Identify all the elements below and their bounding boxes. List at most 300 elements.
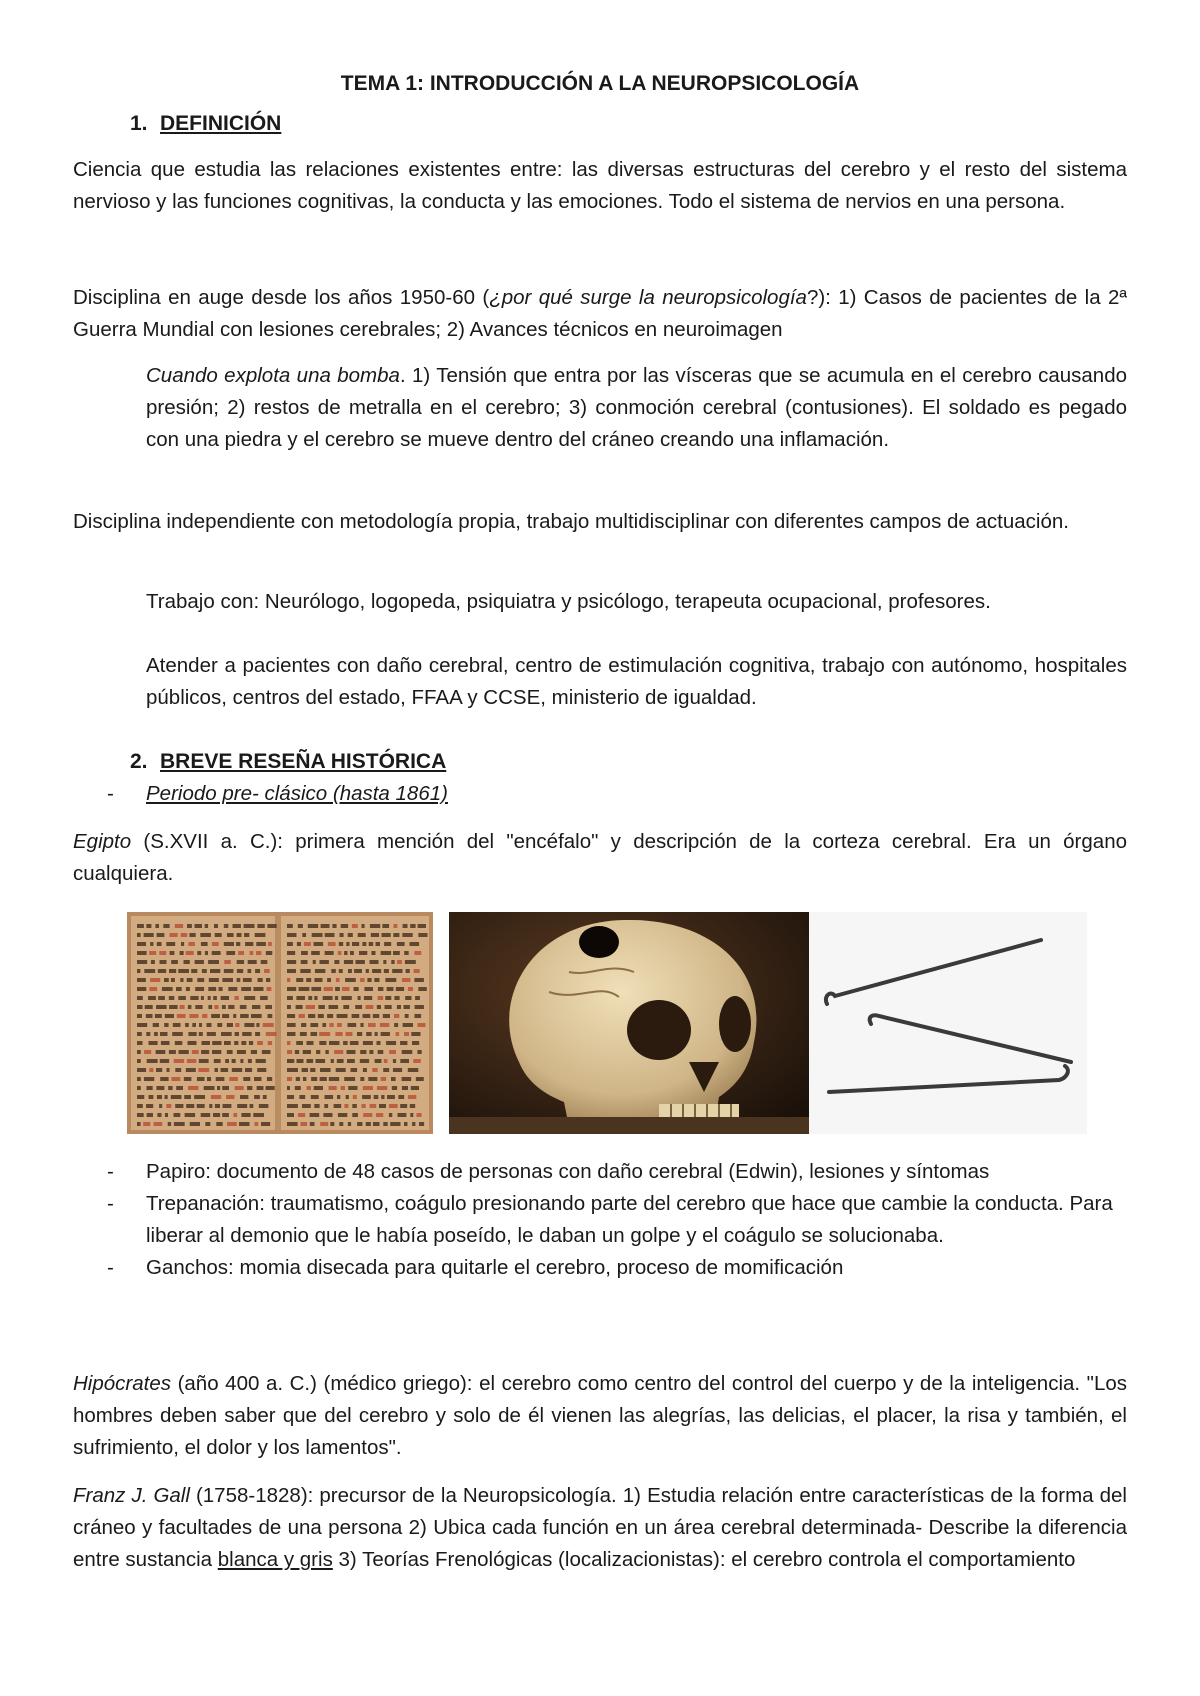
hieroglyph-mark (299, 1095, 305, 1099)
hieroglyph-mark (373, 1014, 380, 1018)
hieroglyph-mark (298, 924, 303, 928)
list-item (73, 1188, 1127, 1252)
hieroglyph-mark (167, 1068, 170, 1072)
hieroglyph-mark (311, 1032, 318, 1036)
hieroglyph-mark (307, 1086, 311, 1090)
hieroglyph-mark (154, 1032, 158, 1036)
hieroglyph-mark (358, 933, 366, 937)
hieroglyph-mark (244, 933, 249, 937)
hieroglyph-mark (396, 1032, 400, 1036)
hieroglyph-mark (217, 1023, 222, 1027)
hieroglyph-mark (180, 1005, 185, 1009)
hieroglyph-mark (137, 951, 147, 955)
hieroglyph-mark (266, 978, 270, 982)
hieroglyph-mark (190, 996, 198, 1000)
hieroglyph-mark (299, 1014, 305, 1018)
hieroglyph-mark (241, 1041, 246, 1045)
hieroglyph-mark (244, 924, 255, 928)
hieroglyph-mark (336, 978, 340, 982)
hieroglyph-mark (171, 1077, 180, 1081)
hieroglyph-mark (251, 1014, 262, 1018)
section-label: BREVE RESEÑA HISTÓRICA (160, 750, 447, 773)
hieroglyph-mark (312, 933, 323, 937)
hieroglyph-mark (400, 1104, 407, 1108)
hieroglyph-mark (266, 1086, 275, 1090)
hieroglyph-mark (287, 1113, 294, 1117)
hieroglyph-mark (214, 1005, 218, 1009)
hieroglyph-mark (335, 996, 338, 1000)
hieroglyph-mark (306, 1005, 315, 1009)
hieroglyph-mark (214, 1059, 221, 1063)
hieroglyph-mark (346, 1095, 349, 1099)
hieroglyph-mark (245, 942, 253, 946)
hieroglyph-mark (360, 1059, 369, 1063)
hieroglyph-mark (360, 1050, 366, 1054)
hieroglyph-mark (256, 1023, 259, 1027)
hieroglyph-mark (318, 1005, 325, 1009)
hieroglyph-mark (232, 1068, 242, 1072)
hieroglyph-mark (383, 1014, 390, 1018)
hieroglyph-mark (143, 1122, 150, 1126)
hieroglyph-mark (247, 1086, 252, 1090)
hieroglyph-mark (322, 1023, 326, 1027)
hieroglyph-mark (187, 978, 193, 982)
hieroglyph-mark (362, 942, 366, 946)
hieroglyph-mark (137, 1077, 141, 1081)
hieroglyph-mark (266, 1032, 277, 1036)
hieroglyph-mark (394, 924, 398, 928)
hieroglyph-mark (314, 996, 317, 1000)
hieroglyph-mark (406, 969, 410, 973)
hieroglyph-mark (314, 978, 322, 982)
hieroglyph-mark (212, 1050, 221, 1054)
hieroglyph-mark (410, 924, 415, 928)
hieroglyph-mark (382, 933, 391, 937)
hieroglyph-mark (304, 942, 311, 946)
hieroglyph-mark (146, 1032, 150, 1036)
hieroglyph-mark (327, 1014, 333, 1018)
hipocrates-emphasis: Hipócrates (73, 1372, 171, 1395)
work-with-paragraph: Trabajo con: Neurólogo, logopeda, psiquiatra y psicólogo, terapeuta ocupacional, profesores. (146, 590, 991, 613)
dash-marker: - (107, 1256, 114, 1279)
dash-marker: - (107, 1160, 114, 1183)
papiro-item: Papiro: documento de 48 casos de personas con daño cerebral (Edwin), lesiones y síntomas (146, 1160, 990, 1183)
hieroglyph-mark (175, 1041, 183, 1045)
hieroglyph-mark (149, 1095, 154, 1099)
hieroglyph-mark (301, 1122, 308, 1126)
hieroglyph-mark (169, 1050, 176, 1054)
hieroglyph-mark (404, 951, 409, 955)
hieroglyph-mark (221, 1068, 229, 1072)
hieroglyph-mark (146, 1014, 153, 1018)
hieroglyph-mark (137, 987, 146, 991)
hieroglyph-mark (202, 1014, 207, 1018)
hieroglyph-mark (165, 1014, 174, 1018)
bomb-emphasis: Cuando explota una bomba (146, 364, 400, 387)
hieroglyph-mark (224, 924, 229, 928)
hieroglyph-mark (391, 960, 394, 964)
hieroglyph-mark (192, 1023, 196, 1027)
page-title: TEMA 1: INTRODUCCIÓN A LA NEUROPSICOLOGÍA (340, 72, 860, 95)
hieroglyph-mark (186, 1068, 196, 1072)
hieroglyph-mark (229, 1077, 238, 1081)
hieroglyph-mark (151, 960, 155, 964)
hieroglyph-mark (185, 1113, 196, 1117)
hieroglyph-mark (415, 1005, 424, 1009)
hieroglyph-mark (137, 1041, 143, 1045)
hieroglyph-mark (324, 1104, 328, 1108)
hieroglyph-mark (319, 1041, 326, 1045)
hieroglyph-mark (164, 978, 169, 982)
hieroglyph-mark (300, 969, 310, 973)
hieroglyph-mark (224, 960, 231, 964)
hieroglyph-mark (257, 1086, 264, 1090)
hieroglyph-mark (343, 1041, 348, 1045)
hieroglyph-mark (397, 1005, 401, 1009)
hieroglyph-mark (387, 1095, 395, 1099)
hieroglyph-mark (144, 1077, 154, 1081)
hieroglyph-mark (212, 1041, 221, 1045)
hieroglyph-mark (166, 942, 175, 946)
hieroglyph-mark (366, 1032, 372, 1036)
hooks-illustration (809, 912, 1087, 1134)
hieroglyph-mark (262, 1050, 271, 1054)
hieroglyph-mark (354, 987, 359, 991)
hieroglyph-mark (343, 1005, 349, 1009)
hieroglyph-mark (287, 1095, 294, 1099)
hieroglyph-mark (351, 1068, 358, 1072)
hipocrates-paragraph: Hipócrates (año 400 a. C.) (médico griego): el cerebro como centro del control del cuerpo y de la inteligencia. "Los hombres deben saber que del cerebro y solo de él vienen las alegrías, las delicias, el placer, la risa y también, el sufrimiento, el dolor y los lamentos". (73, 1372, 1127, 1459)
hieroglyph-mark (418, 987, 427, 991)
hieroglyph-mark (311, 951, 320, 955)
hieroglyph-mark (188, 1032, 196, 1036)
hieroglyph-mark (199, 1059, 209, 1063)
hieroglyph-mark (394, 1023, 398, 1027)
hieroglyph-mark (414, 969, 420, 973)
hieroglyph-mark (389, 1113, 392, 1117)
hieroglyph-mark (268, 1041, 272, 1045)
hieroglyph-mark (215, 1104, 220, 1108)
hieroglyph-mark (156, 1068, 162, 1072)
hieroglyph-mark (162, 987, 173, 991)
hieroglyph-mark (328, 942, 336, 946)
blanca-gris-underline: blanca y gris (217, 1548, 333, 1571)
hieroglyph-mark (341, 1086, 345, 1090)
hieroglyph-mark (348, 1122, 351, 1126)
hieroglyph-mark (299, 987, 310, 991)
hieroglyph-mark (159, 1104, 162, 1108)
hieroglyph-mark (308, 1014, 315, 1018)
hieroglyph-mark (296, 1041, 303, 1045)
hieroglyph-mark (261, 960, 268, 964)
hieroglyph-mark (257, 924, 264, 928)
hieroglyph-mark (239, 1122, 250, 1126)
hieroglyph-mark (405, 996, 411, 1000)
hieroglyph-mark (267, 924, 276, 928)
hieroglyph-mark (215, 1068, 219, 1072)
hieroglyph-mark (179, 1050, 189, 1054)
hieroglyph-mark (337, 1023, 342, 1027)
hieroglyph-mark (188, 942, 195, 946)
hieroglyph-mark (374, 978, 379, 982)
hieroglyph-mark (144, 933, 154, 937)
hieroglyph-mark (287, 1023, 296, 1027)
hieroglyph-mark (208, 960, 219, 964)
definition-paragraph: Ciencia que estudia las relaciones existentes entre: las diversas estructuras del cerebro y el resto del sistema nervioso y las funciones cognitivas, la conducta y las emociones. Todo el sistema de nervios en una persona. (73, 158, 1127, 213)
hieroglyph-mark (378, 996, 384, 1000)
hieroglyph-mark (296, 978, 303, 982)
hieroglyph-mark (397, 942, 405, 946)
period-item (73, 778, 1127, 810)
hieroglyph-mark (325, 951, 334, 955)
hieroglyph-mark (325, 933, 335, 937)
hieroglyph-mark (235, 1023, 239, 1027)
hieroglyph-mark (149, 1041, 158, 1045)
hieroglyph-mark (324, 987, 333, 991)
hieroglyph-mark (175, 924, 183, 928)
hieroglyph-mark (169, 969, 176, 973)
hieroglyph-mark (327, 978, 331, 982)
hieroglyph-mark (240, 1014, 249, 1018)
hieroglyph-mark (249, 1041, 253, 1045)
hieroglyph-mark (314, 1104, 319, 1108)
hieroglyph-mark (137, 1032, 142, 1036)
hieroglyph-mark (378, 1050, 384, 1054)
hieroglyph-mark (207, 1023, 212, 1027)
hieroglyph-mark (197, 1077, 205, 1081)
hieroglyph-mark (403, 924, 408, 928)
hieroglyph-mark (400, 1041, 407, 1045)
hieroglyph-mark (408, 987, 413, 991)
hieroglyph-mark (149, 987, 157, 991)
hieroglyph-mark (186, 951, 194, 955)
hieroglyph-mark (306, 978, 311, 982)
hieroglyph-mark (213, 996, 217, 1000)
hieroglyph-mark (189, 933, 195, 937)
hieroglyph-mark (370, 960, 379, 964)
hieroglyph-mark (405, 1014, 409, 1018)
hieroglyph-mark (210, 969, 220, 973)
hieroglyph-mark (178, 969, 189, 973)
hieroglyph-mark (352, 1014, 360, 1018)
hieroglyph-mark (216, 1077, 225, 1081)
hieroglyph-mark (255, 1032, 260, 1036)
hieroglyph-mark (157, 933, 165, 937)
hieroglyph-mark (207, 1077, 211, 1081)
hieroglyph-mark (363, 1068, 367, 1072)
hieroglyph-mark (189, 1014, 198, 1018)
hieroglyph-mark (314, 942, 324, 946)
hieroglyph-mark (414, 978, 424, 982)
hieroglyph-mark (373, 1122, 380, 1126)
hieroglyph-mark (368, 1077, 377, 1081)
hieroglyph-mark (377, 1041, 381, 1045)
hieroglyph-mark (205, 951, 208, 955)
hieroglyph-mark (296, 996, 305, 1000)
hieroglyph-mark (360, 978, 365, 982)
hieroglyph-mark (160, 1059, 169, 1063)
hieroglyph-mark (287, 1068, 298, 1072)
hieroglyph-mark (393, 951, 400, 955)
hieroglyph-mark (337, 1059, 344, 1063)
hieroglyph-mark (408, 1095, 416, 1099)
hieroglyph-mark (403, 1023, 413, 1027)
hieroglyph-mark (296, 1005, 303, 1009)
hieroglyph-mark (221, 996, 229, 1000)
hieroglyph-mark (156, 1086, 164, 1090)
hieroglyph-mark (268, 1014, 273, 1018)
hieroglyph-mark (352, 1104, 357, 1108)
hieroglyph-mark (287, 996, 293, 1000)
hieroglyph-mark (234, 1113, 238, 1117)
hieroglyph-mark (212, 951, 221, 955)
hieroglyph-mark (310, 1113, 320, 1117)
dash-marker: - (107, 782, 114, 805)
hieroglyph-mark (320, 1122, 328, 1126)
hieroglyph-mark (160, 960, 167, 964)
hieroglyph-mark (393, 933, 399, 937)
hieroglyph-mark (257, 1068, 266, 1072)
hieroglyph-mark (250, 951, 254, 955)
hieroglyph-mark (287, 978, 290, 982)
hieroglyph-mark (208, 996, 211, 1000)
hieroglyph-mark (287, 951, 295, 955)
hieroglyph-mark (413, 1059, 421, 1063)
hieroglyph-mark (316, 1059, 326, 1063)
hieroglyph-mark (153, 1023, 159, 1027)
hieroglyph-mark (381, 951, 392, 955)
papyrus-illustration (127, 912, 433, 1134)
hieroglyph-mark (363, 1113, 372, 1117)
hieroglyph-mark (287, 960, 296, 964)
hieroglyph-mark (178, 996, 186, 1000)
hieroglyph-mark (287, 1104, 298, 1108)
list-item (73, 1252, 1127, 1284)
hieroglyph-mark (348, 969, 352, 973)
hieroglyph-mark (287, 1014, 295, 1018)
hieroglyph-mark (207, 1032, 216, 1036)
hieroglyph-mark (393, 1068, 402, 1072)
hieroglyph-mark (255, 1122, 259, 1126)
hieroglyph-mark (150, 978, 160, 982)
section-number: 2. (130, 750, 148, 773)
hieroglyph-mark (137, 978, 146, 982)
hieroglyph-mark (417, 1023, 425, 1027)
hieroglyph-mark (219, 987, 223, 991)
hieroglyph-mark (402, 1077, 412, 1081)
hieroglyph-mark (250, 1104, 254, 1108)
trepanacion-item: Trepanación: traumatismo, coágulo presionando parte del cerebro que hace que cambie la conducta. Para liberar al demonio que le había poseído, le daban un golpe y el coágulo se solucionaba. (146, 1192, 1113, 1247)
hieroglyph-mark (323, 1113, 332, 1117)
mummification-hooks-image (809, 912, 1087, 1134)
hieroglyph-mark (402, 933, 412, 937)
hieroglyph-mark (253, 987, 263, 991)
hieroglyph-mark (174, 1059, 184, 1063)
period-label: Periodo pre- clásico (hasta 1861) (146, 782, 448, 805)
hieroglyph-mark (340, 933, 344, 937)
hieroglyph-mark (352, 1113, 358, 1117)
hieroglyph-mark (169, 996, 175, 1000)
hieroglyph-mark (354, 969, 362, 973)
hieroglyph-mark (352, 924, 358, 928)
hieroglyph-mark (331, 969, 336, 973)
hieroglyph-mark (137, 924, 144, 928)
hieroglyph-mark (363, 1041, 373, 1045)
hieroglyph-mark (320, 960, 329, 964)
hieroglyph-mark (145, 1005, 153, 1009)
hieroglyph-mark (165, 1095, 168, 1099)
trepanned-skull-image (449, 912, 809, 1134)
hieroglyph-mark (371, 951, 375, 955)
hieroglyph-mark (259, 1104, 269, 1108)
hieroglyph-mark (222, 1005, 226, 1009)
hieroglyph-mark (253, 1113, 264, 1117)
hieroglyph-mark (211, 1014, 220, 1018)
hieroglyph-mark (137, 1014, 142, 1018)
question-emphasis: ¿por qué surge la neuropsicología (489, 286, 807, 309)
hieroglyph-mark (252, 1005, 260, 1009)
hieroglyph-mark (209, 978, 219, 982)
hieroglyph-mark (137, 1086, 141, 1090)
hieroglyph-mark (402, 978, 411, 982)
hieroglyph-mark (366, 969, 369, 973)
hieroglyph-mark (311, 987, 321, 991)
hieroglyph-mark (224, 1041, 231, 1045)
hieroglyph-mark (137, 1122, 141, 1126)
hieroglyph-mark (194, 1095, 205, 1099)
hieroglyph-mark (201, 1113, 211, 1117)
hieroglyph-mark (319, 1032, 330, 1036)
hieroglyph-mark (371, 933, 379, 937)
ganchos-item: Ganchos: momia disecada para quitarle el cerebro, proceso de momificación (146, 1256, 844, 1279)
dash-marker: - (107, 1192, 114, 1215)
hieroglyph-mark (287, 1041, 290, 1045)
hieroglyph-mark (212, 942, 219, 946)
hieroglyph-mark (165, 1113, 168, 1117)
hieroglyph-mark (235, 1086, 244, 1090)
hieroglyph-mark (137, 1059, 141, 1063)
hieroglyph-mark (160, 1032, 168, 1036)
hieroglyph-mark (222, 1113, 229, 1117)
hieroglyph-mark (325, 1050, 328, 1054)
hieroglyph-mark (341, 924, 348, 928)
hieroglyph-mark (384, 942, 391, 946)
hieroglyph-mark (360, 1077, 364, 1081)
hieroglyph-mark (226, 951, 235, 955)
hieroglyph-mark (137, 1050, 141, 1054)
hieroglyph-mark (339, 942, 343, 946)
hieroglyph-mark (223, 1104, 232, 1108)
hieroglyph-mark (397, 960, 402, 964)
hieroglyph-mark (222, 1014, 229, 1018)
hieroglyph-mark (287, 1077, 292, 1081)
hieroglyph-mark (266, 951, 273, 955)
hieroglyph-mark (224, 969, 234, 973)
hieroglyph-mark (376, 942, 381, 946)
hieroglyph-mark (336, 1068, 346, 1072)
hieroglyph-mark (345, 978, 356, 982)
hieroglyph-mark (211, 1095, 221, 1099)
section-number: 1. (130, 112, 148, 135)
hieroglyph-mark (323, 996, 333, 1000)
hieroglyph-mark (248, 969, 252, 973)
hieroglyph-mark (392, 1086, 397, 1090)
hieroglyph-mark (175, 1068, 181, 1072)
hieroglyph-mark (303, 1077, 307, 1081)
hieroglyph-mark (243, 978, 252, 982)
egypt-bullet-list (73, 1156, 1127, 1284)
hieroglyph-mark (227, 1122, 237, 1126)
